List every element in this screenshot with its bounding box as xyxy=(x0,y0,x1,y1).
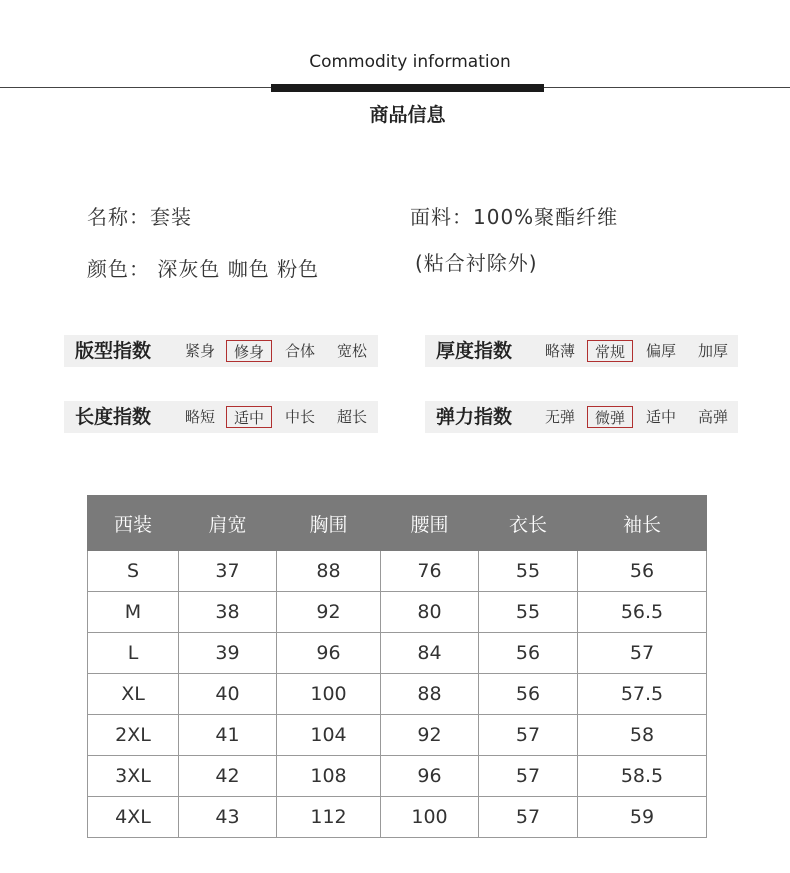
thickness-option: 偏厚 xyxy=(645,342,676,360)
table-row xyxy=(88,797,707,838)
table-cell: 57 xyxy=(479,797,578,838)
table-cell: 2XL xyxy=(88,715,179,756)
table-cell: 39 xyxy=(179,633,277,674)
table-cell: 59 xyxy=(578,797,707,838)
fit-index-title: 版型指数 xyxy=(75,340,152,362)
table-cell: 57 xyxy=(479,715,578,756)
length-option: 略短 xyxy=(184,408,215,426)
length-option: 超长 xyxy=(336,408,367,426)
table-cell: M xyxy=(88,592,179,633)
thickness-index-title: 厚度指数 xyxy=(436,340,513,362)
table-cell: 84 xyxy=(381,633,479,674)
table-cell: 40 xyxy=(179,674,277,715)
table-cell: 37 xyxy=(179,551,277,592)
elasticity-index-title: 弹力指数 xyxy=(436,406,513,428)
table-cell: 76 xyxy=(381,551,479,592)
header-size: 西装 xyxy=(88,496,179,551)
length-option-selected: 适中 xyxy=(226,406,272,428)
table-cell: 57.5 xyxy=(578,674,707,715)
table-cell: L xyxy=(88,633,179,674)
table-cell: S xyxy=(88,551,179,592)
header-chest: 胸围 xyxy=(277,496,381,551)
table-cell: 56 xyxy=(578,551,707,592)
table-cell: 92 xyxy=(381,715,479,756)
elasticity-option: 适中 xyxy=(645,408,676,426)
table-cell: 57 xyxy=(479,756,578,797)
table-cell: 104 xyxy=(277,715,381,756)
table-cell: 100 xyxy=(381,797,479,838)
table-cell: 96 xyxy=(277,633,381,674)
table-cell: 100 xyxy=(277,674,381,715)
table-cell: 41 xyxy=(179,715,277,756)
section-title-en: Commodity information xyxy=(309,52,511,72)
fit-option: 紧身 xyxy=(184,342,215,360)
table-cell: 88 xyxy=(277,551,381,592)
table-cell: 112 xyxy=(277,797,381,838)
table-cell: 56 xyxy=(479,633,578,674)
thickness-option: 略薄 xyxy=(544,342,575,360)
length-index-title: 长度指数 xyxy=(75,406,152,428)
table-cell: 92 xyxy=(277,592,381,633)
size-table xyxy=(87,495,707,838)
table-cell: 43 xyxy=(179,797,277,838)
elasticity-index xyxy=(425,401,738,433)
table-cell: 56.5 xyxy=(578,592,707,633)
title-bar xyxy=(271,84,544,92)
table-cell: 58 xyxy=(578,715,707,756)
table-cell: 96 xyxy=(381,756,479,797)
fit-option: 宽松 xyxy=(336,342,367,360)
table-row xyxy=(88,592,707,633)
section-title-cn: 商品信息 xyxy=(369,104,446,126)
product-name: 名称：套装 xyxy=(87,205,192,229)
table-cell: 57 xyxy=(578,633,707,674)
table-cell: XL xyxy=(88,674,179,715)
product-colors: 颜色： 深灰色 咖色 粉色 xyxy=(87,257,320,281)
fit-option-selected: 修身 xyxy=(226,340,272,362)
table-cell: 4XL xyxy=(88,797,179,838)
length-option: 中长 xyxy=(284,408,315,426)
fabric-note: (粘合衬除外) xyxy=(415,251,538,275)
elasticity-option: 高弹 xyxy=(697,408,728,426)
table-cell: 3XL xyxy=(88,756,179,797)
elasticity-option-selected: 微弹 xyxy=(587,406,633,428)
fit-index xyxy=(64,335,378,367)
table-header-row xyxy=(88,496,707,551)
table-cell: 88 xyxy=(381,674,479,715)
header-shoulder: 肩宽 xyxy=(179,496,277,551)
length-index xyxy=(64,401,378,433)
thickness-option-selected: 常规 xyxy=(587,340,633,362)
table-cell: 55 xyxy=(479,551,578,592)
table-cell: 80 xyxy=(381,592,479,633)
header-length: 衣长 xyxy=(479,496,578,551)
elasticity-option: 无弹 xyxy=(544,408,575,426)
table-row xyxy=(88,715,707,756)
table-cell: 42 xyxy=(179,756,277,797)
thickness-option: 加厚 xyxy=(697,342,728,360)
table-row xyxy=(88,756,707,797)
table-cell: 55 xyxy=(479,592,578,633)
fit-option: 合体 xyxy=(284,342,315,360)
table-cell: 58.5 xyxy=(578,756,707,797)
thickness-index xyxy=(425,335,738,367)
table-row xyxy=(88,551,707,592)
header-waist: 腰围 xyxy=(381,496,479,551)
table-cell: 108 xyxy=(277,756,381,797)
product-fabric: 面料：100%聚酯纤维 xyxy=(410,205,619,229)
header-sleeve: 袖长 xyxy=(578,496,707,551)
table-cell: 38 xyxy=(179,592,277,633)
table-row xyxy=(88,674,707,715)
table-cell: 56 xyxy=(479,674,578,715)
table-row xyxy=(88,633,707,674)
